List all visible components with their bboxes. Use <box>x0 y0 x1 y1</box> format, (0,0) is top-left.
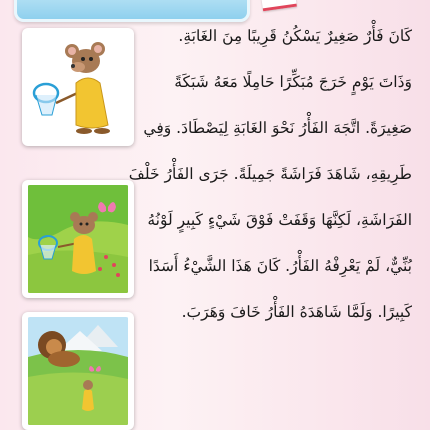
story-line-3: صَغِيرَةً. اتَّجَهَ الفَأْرُ نَحْوَ الغَابَةِ لِيَصْطَادَ. وَفِي <box>143 119 412 137</box>
corner-ribbon <box>261 0 297 11</box>
header-tab <box>14 0 250 22</box>
mouse-with-net-illustration <box>27 33 129 141</box>
story-line-5: الفَرَاشَةِ، لَكِنَّهَا وَقَفَتْ فَوْقَ شَيْءٍ كَبِيرٍ لَوْنُهُ <box>147 211 412 229</box>
lion-in-meadow-illustration <box>27 317 129 425</box>
story-line-2: وَذَاتَ يَوْمٍ خَرَجَ مُبَكِّرًا حَامِلًا مَعَهُ شَبَكَةً <box>174 73 412 91</box>
story-line-4: طَرِيقِهِ، شَاهَدَ فَرَاشَةً جَمِيلَةً. جَرَى الفَأْرُ خَلْفَ <box>128 165 412 183</box>
illustration-card-1 <box>22 28 134 146</box>
mouse-chasing-butterfly-illustration <box>27 185 129 293</box>
illustration-card-2 <box>22 180 134 298</box>
story-line-1: كَانَ فَأْرٌ صَغِيرٌ يَسْكُنُ قَرِيبًا مِنَ الغَابَةِ. <box>178 27 412 45</box>
story-line-7: كَبِيرًا. وَلَمَّا شَاهَدَهُ الفَأْرُ خَافَ وَهَرَبَ. <box>181 303 412 321</box>
story-text <box>128 26 412 348</box>
story-line-6: بُنِّيٌّ، لَمْ يَعْرِفْهُ الفَأْرُ. كَانَ هَذَا الشَّيْءُ أَسَدًا <box>148 257 412 275</box>
illustration-card-3 <box>22 312 134 430</box>
